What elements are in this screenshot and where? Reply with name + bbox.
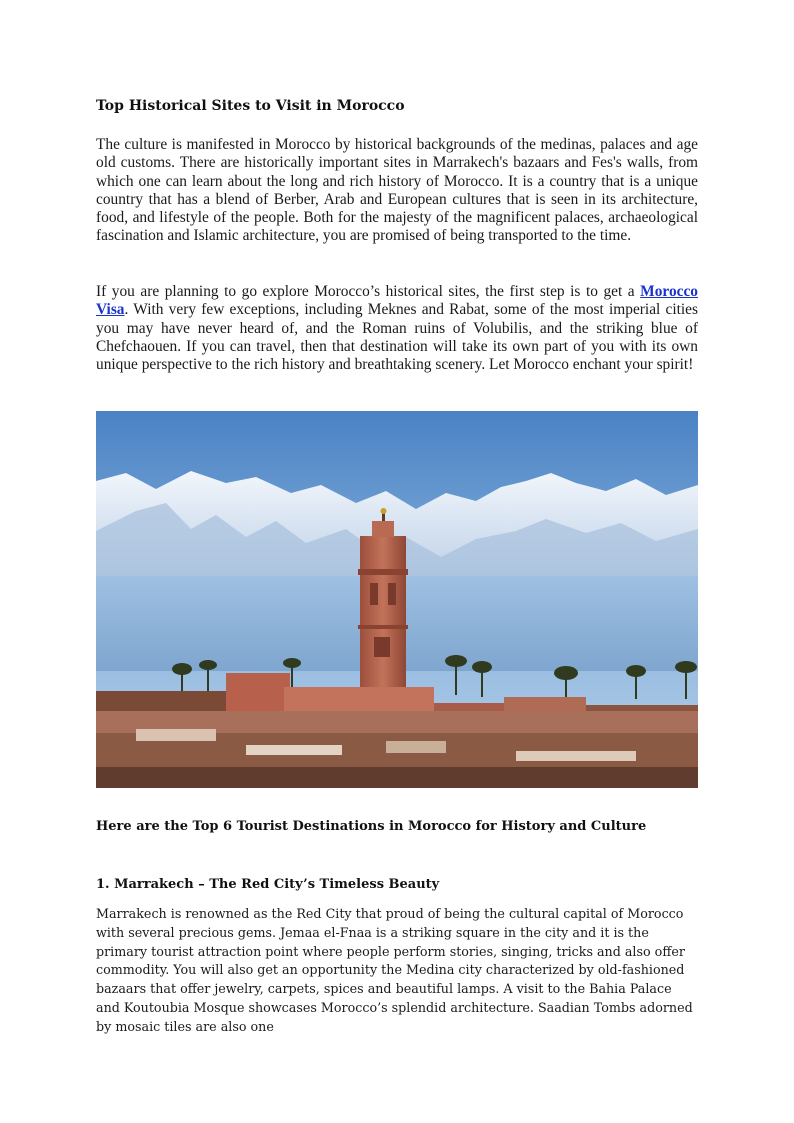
top-destinations-heading: Here are the Top 6 Tourist Destinations in Morocco for History and Culture bbox=[96, 819, 647, 834]
koutoubia-mosque-photo bbox=[96, 411, 698, 788]
marrakech-paragraph: Marrakech is renowned as the Red City that proud of being the cultural capital of Morocco with several precious gems. Jemaa el-Fnaa is a striking square in the city and it is the primary tourist attraction point where people perform stories, singing, tricks and also offer commodity. You will also get an opportunity the Medina city characterized by old-fashioned bazaars that offer jewelry, carpets, spices and beautiful lamps. A visit to the Bahia Palace and Koutoubia Mosque showcases Morocco’s splendid architecture. Saadian Tombs adorned by mosaic tiles are also one bbox=[96, 906, 693, 1034]
document-title: Top Historical Sites to Visit in Morocco bbox=[96, 98, 405, 114]
visa-paragraph bbox=[96, 283, 698, 374]
marrakech-heading: 1. Marrakech – The Red City’s Timeless Beauty bbox=[96, 877, 440, 892]
visa-text-before: If you are planning to go explore Morocco’s historical sites, the first step is to get a bbox=[96, 283, 641, 300]
document-page bbox=[96, 0, 698, 1123]
koutoubia-minaret bbox=[358, 508, 408, 696]
visa-text-after: . With very few exceptions, including Meknes and Rabat, some of the most imperial cities you may have never heard of, and the Roman ruins of Volubilis, and the striking blue of Chefchaouen. If you can travel, then that destination will take its own part of you with its own unique perspective to the rich history and breathtaking scenery. Let Morocco enchant your spirit! bbox=[96, 301, 698, 374]
intro-paragraph: The culture is manifested in Morocco by historical backgrounds of the medinas, palaces and age old customs. There are historically important sites in Marrakech's bazaars and Fes's walls, from which one can learn about the long and rich history of Morocco. It is a country that is a unique country that has a blend of Berber, Arab and European cultures that is seen in its architecture, food, and lifestyle of the people. Both for the majesty of the magnificent palaces, archaeological fascination and Islamic architecture, you are promised of being transported to the time. bbox=[96, 136, 698, 245]
morocco-visa-link[interactable]: Morocco Visa bbox=[96, 283, 698, 319]
